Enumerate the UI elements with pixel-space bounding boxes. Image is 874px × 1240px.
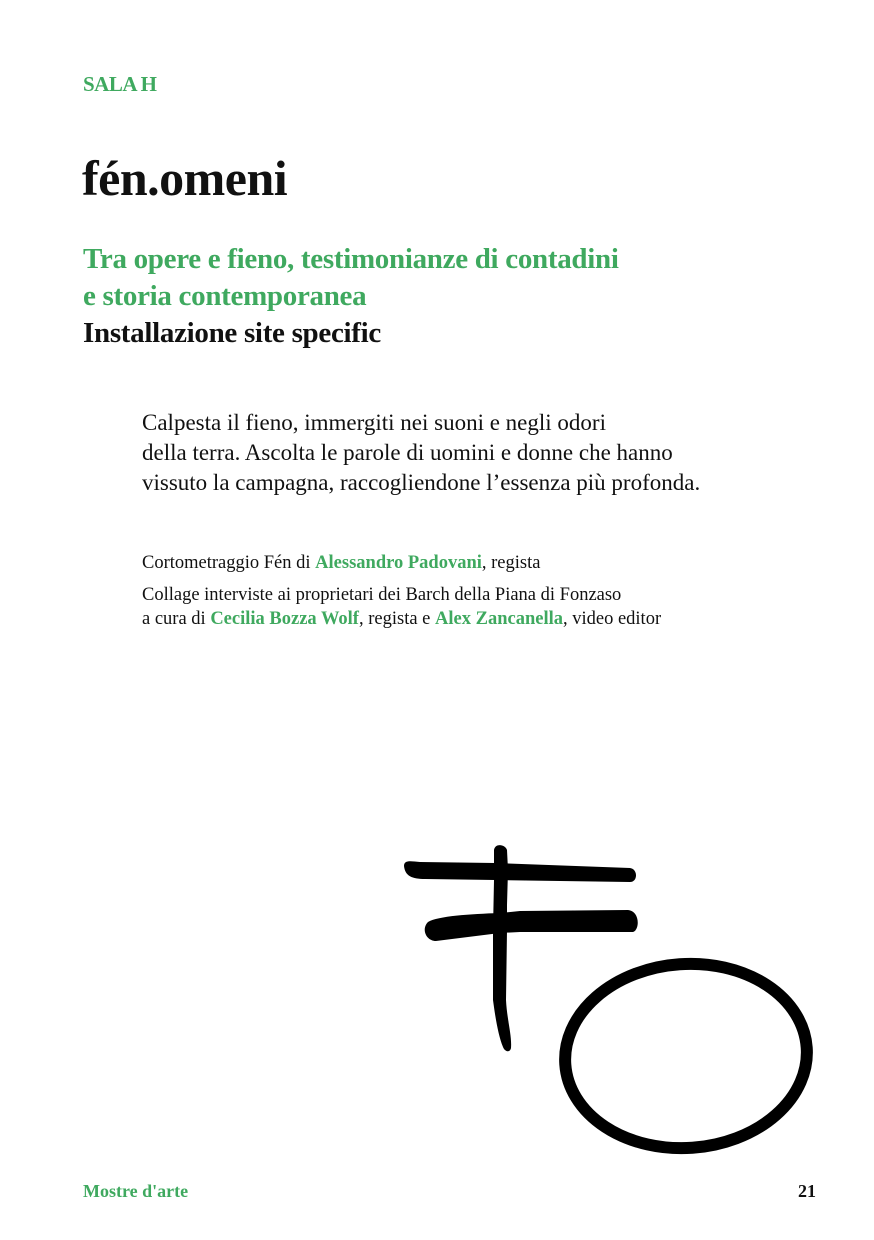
footer-section-label: Mostre d'arte bbox=[83, 1181, 189, 1201]
description-line-3: vissuto la campagna, raccogliendone l’essenza più profonda. bbox=[142, 470, 701, 495]
description bbox=[142, 408, 842, 498]
credit-film-prefix: Cortometraggio Fén di bbox=[142, 553, 316, 573]
description-line-1: Calpesta il fieno, immergiti nei suoni e negli odori bbox=[142, 410, 606, 435]
credit-collage-line-1: Collage interviste ai proprietari dei Barch della Piana di Fonzaso bbox=[142, 585, 622, 605]
credit-collage-middle: , regista e bbox=[358, 609, 436, 629]
credit-collage-suffix: , video editor bbox=[562, 609, 662, 629]
credit-collage-director: Cecilia Bozza Wolf bbox=[210, 609, 359, 629]
credits bbox=[142, 551, 842, 639]
credit-collage-editor: Alex Zancanella bbox=[435, 609, 563, 629]
page-number: 21 bbox=[798, 1181, 816, 1201]
credit-film bbox=[142, 551, 842, 575]
page-title: fén.omeni bbox=[82, 150, 288, 206]
fen-brushstroke-logo-icon bbox=[395, 835, 825, 1165]
section-label: SALA H bbox=[83, 72, 157, 96]
subtitle-block bbox=[83, 241, 619, 352]
credit-collage bbox=[142, 583, 842, 631]
subtitle-line-1: Tra opere e fieno, testimonianze di contadini bbox=[83, 243, 619, 275]
subtitle-line-2: e storia contemporanea bbox=[83, 280, 367, 312]
description-line-2: della terra. Ascolta le parole di uomini e donne che hanno bbox=[142, 440, 673, 465]
credit-film-suffix: , regista bbox=[481, 553, 541, 573]
credit-collage-prefix: a cura di bbox=[142, 609, 211, 629]
subtitle-line-3: Installazione site specific bbox=[83, 317, 381, 349]
credit-film-director: Alessandro Padovani bbox=[315, 553, 482, 573]
